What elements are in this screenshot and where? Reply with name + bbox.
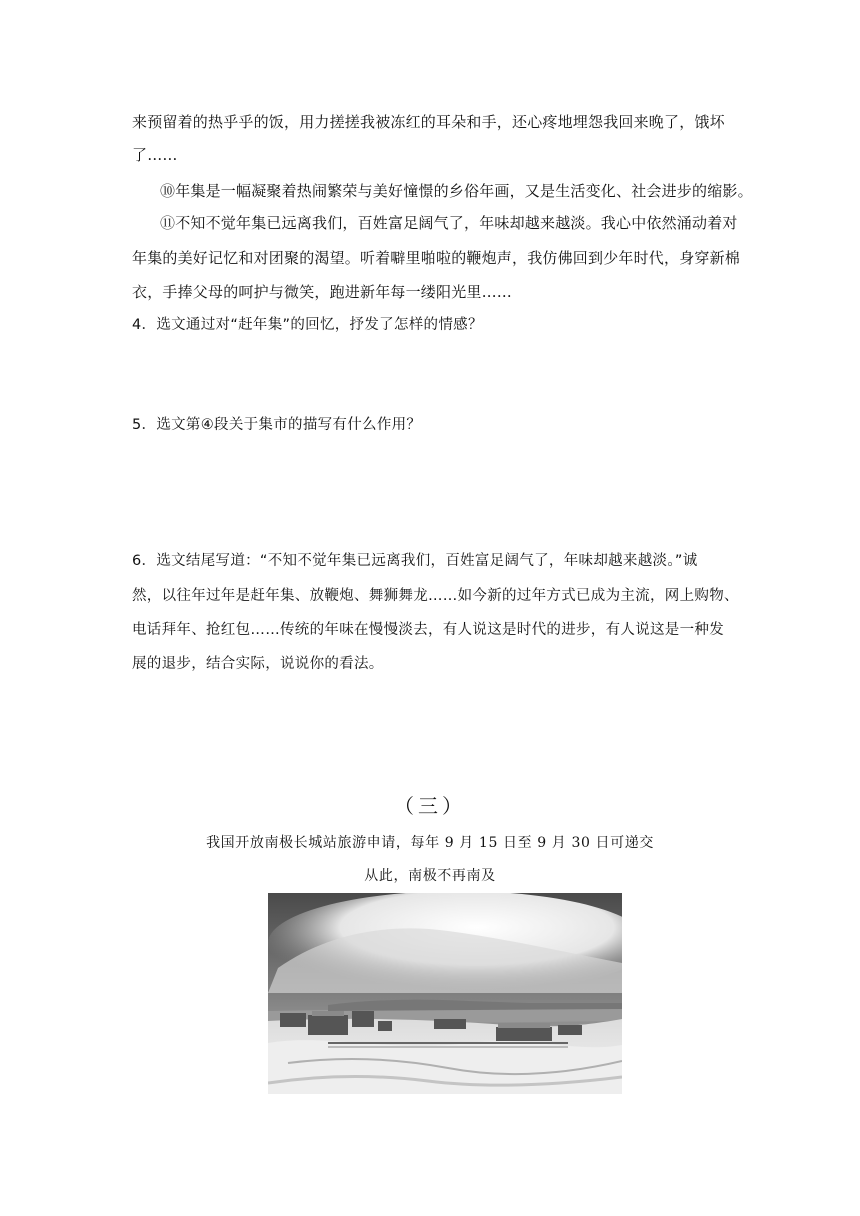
news-subheadline: 从此，南极不再南及 xyxy=(364,868,496,884)
passage-line-6: 衣，手捧父母的呵护与微笑，跑进新年每一缕阳光里…… xyxy=(132,283,513,301)
passage-line-1: 来预留着的热乎乎的饭，用力搓搓我被冻红的耳朵和手，还心疼地埋怨我回来晚了，饿坏 xyxy=(132,113,725,131)
antarctic-station-photo xyxy=(268,893,622,1094)
question-6-line-1: 6．选文结尾写道：“不知不觉年集已远离我们，百姓富足阔气了，年味却越来越淡。”诚 xyxy=(132,553,698,569)
passage-line-5: 年集的美好记忆和对团聚的渴望。听着噼里啪啦的鞭炮声，我仿佛回到少年时代，身穿新棉 xyxy=(132,249,741,267)
passage-paragraph-11: ⑪不知不觉年集已远离我们，百姓富足阔气了，年味却越来越淡。我心中依然涌动着对 xyxy=(160,214,738,232)
news-headline: 我国开放南极长城站旅游申请，每年 9 月 15 日至 9 月 30 日可递交 xyxy=(206,835,654,851)
question-6-line-4: 展的退步，结合实际，说说你的看法。 xyxy=(132,656,384,672)
question-5: 5．选文第④段关于集市的描写有什么作用？ xyxy=(132,417,422,433)
question-4: 4．选文通过对“赶年集”的回忆，抒发了怎样的情感？ xyxy=(132,317,483,333)
question-6-line-3: 电话拜年、抢红包……传统的年味在慢慢淡去，有人说这是时代的进步，有人说这是一种发 xyxy=(132,622,724,638)
passage-paragraph-10: ⑩年集是一幅凝聚着热闹繁荣与美好憧憬的乡俗年画，又是生活变化、社会进步的缩影。 xyxy=(160,182,753,200)
question-6-line-2: 然，以往年过年是赶年集、放鞭炮、舞狮舞龙……如今新的过年方式已成为主流，网上购物、 xyxy=(132,588,739,604)
section-title: （三） xyxy=(394,794,466,818)
passage-line-2: 了…… xyxy=(132,146,178,164)
